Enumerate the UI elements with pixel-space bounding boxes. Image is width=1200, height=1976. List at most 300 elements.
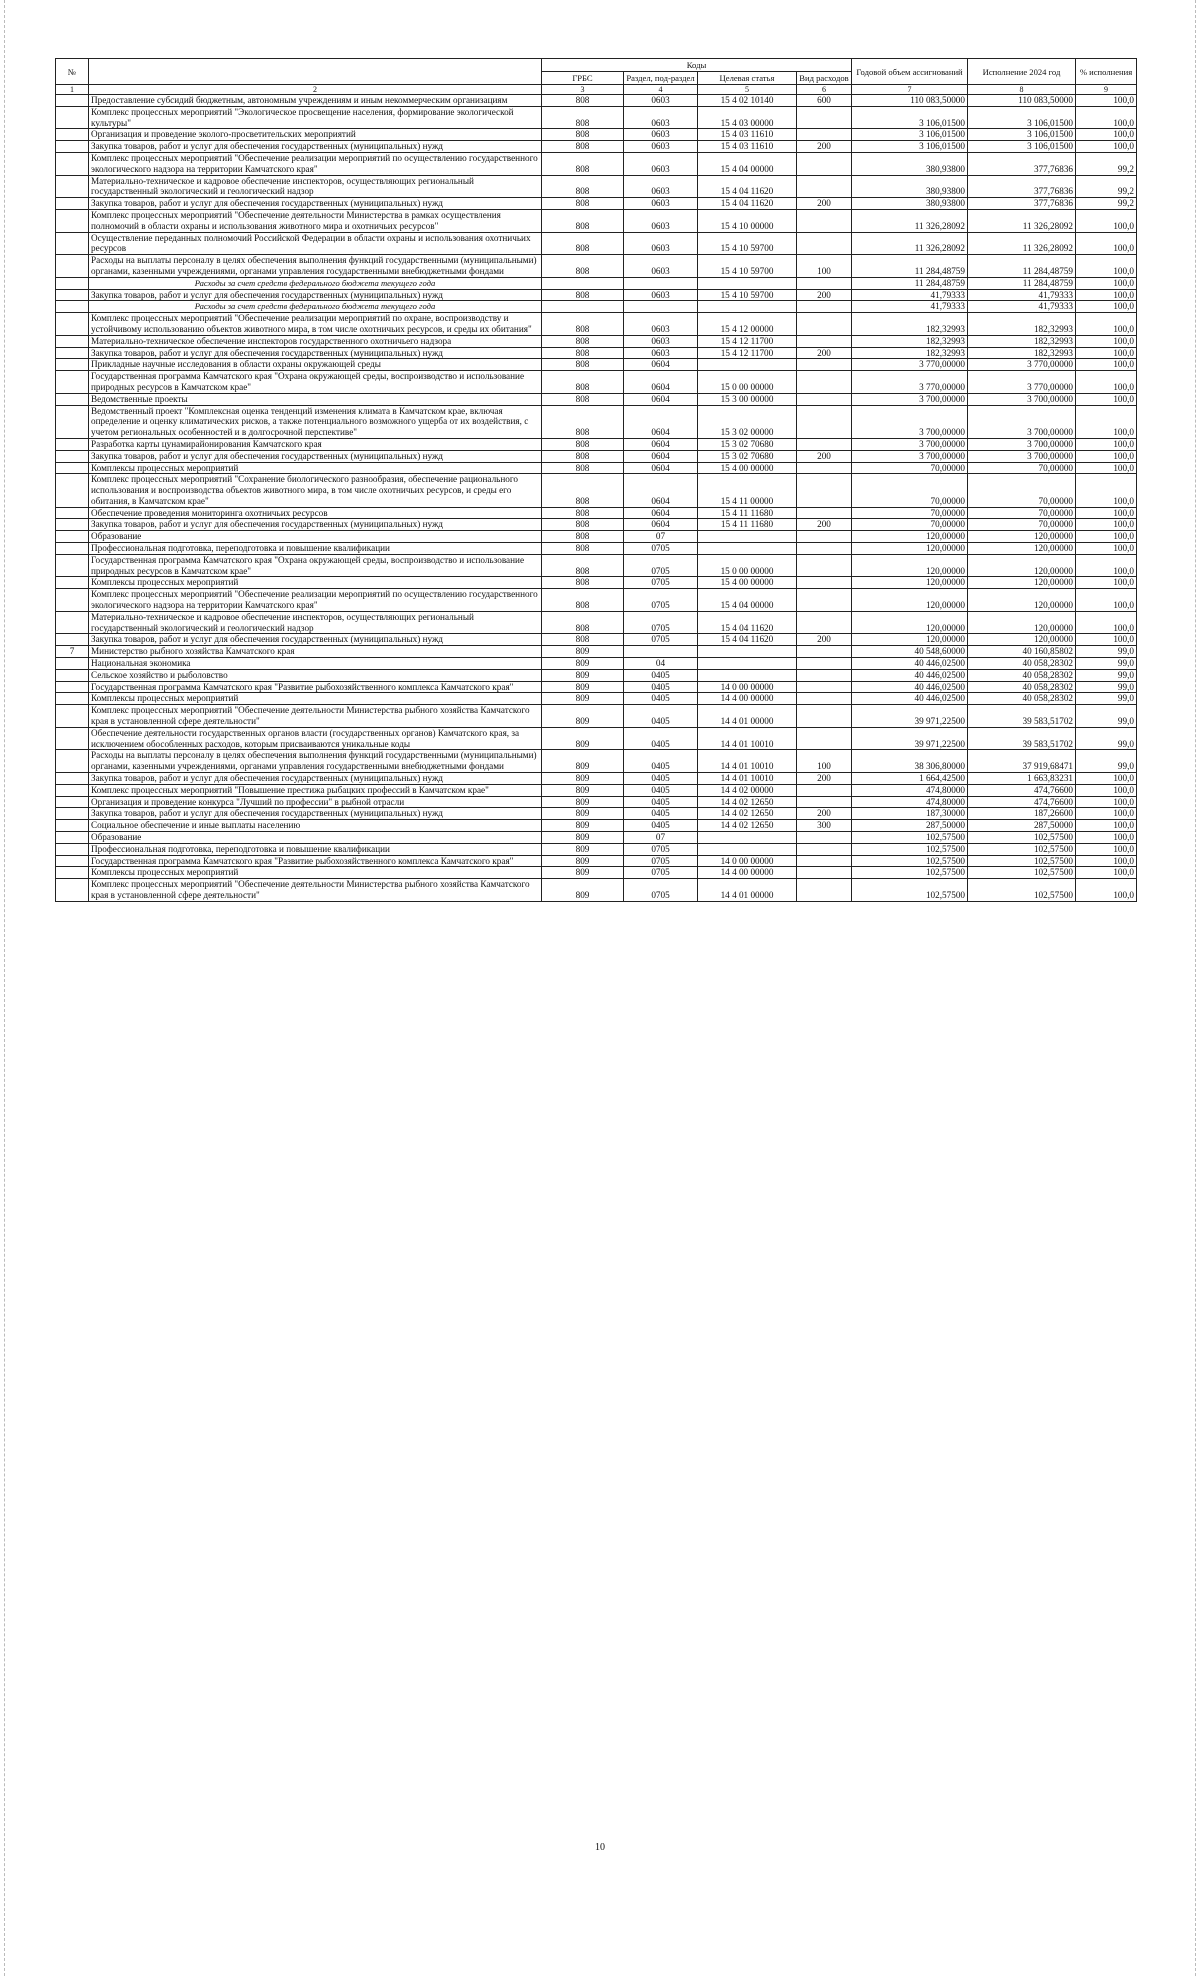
cell-csr: [698, 277, 797, 289]
cell-name: Комплексы процессных мероприятий: [89, 693, 542, 705]
cell-no: [56, 589, 89, 612]
cell-vr: [797, 152, 852, 175]
cell-no: [56, 808, 89, 820]
cell-pct: 99,0: [1076, 658, 1137, 670]
cell-name: Образование: [89, 832, 542, 844]
cell-fact: 3 700,00000: [968, 405, 1076, 438]
cell-plan: 102,57500: [852, 867, 968, 879]
cell-grbs: 809: [542, 784, 624, 796]
cell-razdel: 0604: [624, 438, 698, 450]
cell-csr: 15 3 00 00000: [698, 393, 797, 405]
cell-pct: 100,0: [1076, 438, 1137, 450]
cell-fact: 120,00000: [968, 554, 1076, 577]
cell-name: Закупка товаров, работ и услуг для обеспечения государственных (муниципальных) нужд: [89, 519, 542, 531]
cell-plan: 70,00000: [852, 519, 968, 531]
cell-name: Закупка товаров, работ и услуг для обеспечения государственных (муниципальных) нужд: [89, 141, 542, 153]
table-row: [56, 335, 1137, 347]
cell-pct: 100,0: [1076, 347, 1137, 359]
table-row: [56, 474, 1137, 507]
cell-csr: 15 4 03 11610: [698, 141, 797, 153]
cell-pct: 100,0: [1076, 371, 1137, 394]
cell-fact: 3 106,01500: [968, 106, 1076, 129]
cell-razdel: 0604: [624, 519, 698, 531]
cell-no: [56, 611, 89, 634]
cell-fact: 120,00000: [968, 634, 1076, 646]
cell-razdel: 0705: [624, 554, 698, 577]
header-grbs: ГРБС: [542, 72, 624, 85]
table-row: [56, 519, 1137, 531]
cell-fact: 11 284,48759: [968, 277, 1076, 289]
cell-vr: 600: [797, 95, 852, 107]
cell-no: [56, 531, 89, 543]
cell-grbs: 808: [542, 405, 624, 438]
cell-no: [56, 232, 89, 255]
cell-razdel: 0705: [624, 543, 698, 555]
cell-csr: 15 4 12 11700: [698, 335, 797, 347]
cell-fact: 120,00000: [968, 577, 1076, 589]
cell-plan: 3 106,01500: [852, 141, 968, 153]
cell-name: Закупка товаров, работ и услуг для обеспечения государственных (муниципальных) нужд: [89, 198, 542, 210]
cell-no: [56, 141, 89, 153]
cell-pct: 99,0: [1076, 646, 1137, 658]
cell-no: [56, 301, 89, 313]
cell-no: [56, 543, 89, 555]
cell-vr: 200: [797, 347, 852, 359]
table-row: [56, 359, 1137, 371]
cell-name: Организация и проведение конкурса "Лучший по профессии" в рыбной отрасли: [89, 796, 542, 808]
cell-no: [56, 198, 89, 210]
cell-plan: 474,80000: [852, 796, 968, 808]
cell-vr: [797, 462, 852, 474]
cell-razdel: 0405: [624, 681, 698, 693]
cell-fact: 40 058,28302: [968, 693, 1076, 705]
cell-pct: 100,0: [1076, 554, 1137, 577]
cell-no: [56, 129, 89, 141]
cell-name: Материально-техническое и кадровое обеспечение инспекторов, осуществляющих региональный государственный экологический и геологический надзор: [89, 611, 542, 634]
cell-pct: 100,0: [1076, 129, 1137, 141]
table-row: [56, 438, 1137, 450]
cell-grbs: 809: [542, 820, 624, 832]
cell-csr: 14 0 00 00000: [698, 855, 797, 867]
table-row: [56, 634, 1137, 646]
cell-name: Закупка товаров, работ и услуг для обеспечения государственных (муниципальных) нужд: [89, 347, 542, 359]
cell-pct: 100,0: [1076, 879, 1137, 902]
cell-name: Прикладные научные исследования в области охраны окружающей среды: [89, 359, 542, 371]
cell-grbs: 809: [542, 832, 624, 844]
table-row: [56, 577, 1137, 589]
header-plan: Годовой объем ассигнований: [852, 59, 968, 85]
cell-fact: 102,57500: [968, 855, 1076, 867]
cell-grbs: 808: [542, 462, 624, 474]
cell-fact: 3 700,00000: [968, 450, 1076, 462]
cell-vr: 100: [797, 750, 852, 773]
cell-no: [56, 519, 89, 531]
cell-csr: 15 4 11 11680: [698, 519, 797, 531]
cell-grbs: 809: [542, 750, 624, 773]
cell-csr: 15 4 04 11620: [698, 634, 797, 646]
cell-fact: 41,79333: [968, 301, 1076, 313]
cell-vr: 100: [797, 255, 852, 278]
cell-grbs: 808: [542, 141, 624, 153]
cell-razdel: [624, 301, 698, 313]
cell-csr: 15 4 04 11620: [698, 198, 797, 210]
cell-pct: 100,0: [1076, 232, 1137, 255]
cell-plan: 39 971,22500: [852, 705, 968, 728]
cell-grbs: 808: [542, 589, 624, 612]
cell-grbs: 808: [542, 371, 624, 394]
cell-no: [56, 450, 89, 462]
cell-fact: 39 583,51702: [968, 705, 1076, 728]
cell-grbs: [542, 301, 624, 313]
cell-pct: 100,0: [1076, 301, 1137, 313]
cell-pct: 100,0: [1076, 462, 1137, 474]
cell-pct: 99,0: [1076, 681, 1137, 693]
cell-fact: 40 160,85802: [968, 646, 1076, 658]
cell-grbs: 809: [542, 773, 624, 785]
cell-plan: 102,57500: [852, 832, 968, 844]
cell-no: [56, 784, 89, 796]
cell-plan: 380,93800: [852, 152, 968, 175]
cell-no: [56, 507, 89, 519]
cell-csr: 15 4 04 00000: [698, 152, 797, 175]
cell-no: [56, 669, 89, 681]
cell-csr: [698, 531, 797, 543]
cell-grbs: 808: [542, 359, 624, 371]
cell-razdel: 0603: [624, 347, 698, 359]
cell-razdel: 07: [624, 531, 698, 543]
cell-plan: 474,80000: [852, 784, 968, 796]
table-row: [56, 658, 1137, 670]
cell-pct: 100,0: [1076, 832, 1137, 844]
cell-fact: 187,26600: [968, 808, 1076, 820]
cell-no: [56, 209, 89, 232]
cell-razdel: 0405: [624, 820, 698, 832]
cell-razdel: 0705: [624, 589, 698, 612]
cell-name: Закупка товаров, работ и услуг для обеспечения государственных (муниципальных) нужд: [89, 289, 542, 301]
cell-grbs: 809: [542, 705, 624, 728]
cell-plan: 39 971,22500: [852, 727, 968, 750]
table-row: [56, 784, 1137, 796]
cell-no: [56, 335, 89, 347]
table-row: [56, 693, 1137, 705]
cell-pct: 100,0: [1076, 867, 1137, 879]
cell-razdel: 07: [624, 832, 698, 844]
cell-name: Расходы на выплаты персоналу в целях обеспечения выполнения функций государственными (муниципальными) органами, казенными учреждениями, органами управления государственными внебюджетными фондами: [89, 750, 542, 773]
cell-pct: 100,0: [1076, 106, 1137, 129]
cell-vr: [797, 577, 852, 589]
cell-fact: 3 106,01500: [968, 129, 1076, 141]
cell-pct: 100,0: [1076, 634, 1137, 646]
cell-vr: [797, 405, 852, 438]
cell-pct: 100,0: [1076, 474, 1137, 507]
header-no: №: [56, 59, 89, 85]
cell-grbs: 808: [542, 313, 624, 336]
table-row: [56, 175, 1137, 198]
cell-no: [56, 462, 89, 474]
cell-no: [56, 796, 89, 808]
cell-no: [56, 554, 89, 577]
cell-plan: 38 306,80000: [852, 750, 968, 773]
cell-no: [56, 681, 89, 693]
table-row: [56, 879, 1137, 902]
cell-fact: 182,32993: [968, 347, 1076, 359]
cell-razdel: 0604: [624, 474, 698, 507]
cell-csr: [698, 301, 797, 313]
cell-pct: 100,0: [1076, 543, 1137, 555]
cell-name: Комплекс процессных мероприятий "Сохранение биологического разнообразия, обеспечение рационального использования и воспроизводства объектов животного мира, в том числе охотничьих ресурсов, и среды его обитания, в Камчатском крае": [89, 474, 542, 507]
table-row: [56, 669, 1137, 681]
cell-razdel: 0603: [624, 129, 698, 141]
cell-name: Комплексы процессных мероприятий: [89, 462, 542, 474]
cell-name: Закупка товаров, работ и услуг для обеспечения государственных (муниципальных) нужд: [89, 634, 542, 646]
cell-fact: 120,00000: [968, 589, 1076, 612]
colnum: 3: [542, 85, 624, 95]
cell-vr: 200: [797, 808, 852, 820]
cell-csr: 15 4 03 00000: [698, 106, 797, 129]
cell-plan: 70,00000: [852, 507, 968, 519]
cell-fact: 102,57500: [968, 832, 1076, 844]
cell-plan: 40 548,60000: [852, 646, 968, 658]
cell-plan: 41,79333: [852, 301, 968, 313]
cell-plan: 3 106,01500: [852, 106, 968, 129]
cell-fact: 11 326,28092: [968, 209, 1076, 232]
header-pct: % исполнения: [1076, 59, 1137, 85]
cell-grbs: 809: [542, 693, 624, 705]
cell-plan: 11 284,48759: [852, 277, 968, 289]
cell-no: [56, 393, 89, 405]
cell-csr: 14 4 00 00000: [698, 867, 797, 879]
cell-plan: 11 284,48759: [852, 255, 968, 278]
cell-fact: 40 058,28302: [968, 669, 1076, 681]
cell-fact: 37 919,68471: [968, 750, 1076, 773]
cell-csr: 14 4 02 12650: [698, 796, 797, 808]
cell-fact: 182,32993: [968, 313, 1076, 336]
table-row: [56, 209, 1137, 232]
header-vr: Вид расходов: [797, 72, 852, 85]
cell-name: Комплекс процессных мероприятий "Экологическое просвещение населения, формирование экологической культуры": [89, 106, 542, 129]
cell-no: [56, 175, 89, 198]
cell-no: [56, 106, 89, 129]
cell-pct: 100,0: [1076, 820, 1137, 832]
cell-vr: 200: [797, 450, 852, 462]
cell-no: [56, 693, 89, 705]
cell-csr: 14 4 01 00000: [698, 705, 797, 728]
cell-fact: 3 770,00000: [968, 359, 1076, 371]
cell-vr: [797, 681, 852, 693]
cell-pct: 100,0: [1076, 313, 1137, 336]
cell-pct: 99,0: [1076, 750, 1137, 773]
cell-plan: 120,00000: [852, 634, 968, 646]
table-row: [56, 277, 1137, 289]
cell-name: Комплекс процессных мероприятий "Обеспечение деятельности Министерства в рамках осуществления полномочий в области охраны и использования животного мира и охотничьих ресурсов": [89, 209, 542, 232]
cell-vr: [797, 589, 852, 612]
header-fact: Исполнение 2024 год: [968, 59, 1076, 85]
cell-pct: 100,0: [1076, 796, 1137, 808]
table-row: [56, 796, 1137, 808]
cell-fact: 40 058,28302: [968, 681, 1076, 693]
cell-razdel: 0604: [624, 393, 698, 405]
cell-plan: 11 326,28092: [852, 232, 968, 255]
cell-vr: [797, 727, 852, 750]
cell-vr: [797, 658, 852, 670]
table-row: [56, 855, 1137, 867]
cell-pct: 99,0: [1076, 727, 1137, 750]
cell-razdel: 0604: [624, 359, 698, 371]
cell-name: Закупка товаров, работ и услуг для обеспечения государственных (муниципальных) нужд: [89, 808, 542, 820]
cell-csr: 15 4 10 59700: [698, 255, 797, 278]
cell-grbs: 809: [542, 867, 624, 879]
cell-no: [56, 313, 89, 336]
cell-plan: 120,00000: [852, 611, 968, 634]
cell-grbs: 809: [542, 879, 624, 902]
cell-plan: 70,00000: [852, 462, 968, 474]
left-margin-line: [4, 0, 5, 1976]
table-row: [56, 371, 1137, 394]
cell-name: Социальное обеспечение и иные выплаты населению: [89, 820, 542, 832]
right-margin-line: [1195, 0, 1196, 1976]
cell-name: Материально-техническое обеспечение инспекторов государственного охотничьего надзора: [89, 335, 542, 347]
cell-razdel: 0405: [624, 784, 698, 796]
cell-vr: [797, 554, 852, 577]
cell-name: Осуществление переданных полномочий Российской Федерации в области охраны и использования охотничьих ресурсов: [89, 232, 542, 255]
cell-fact: 11 284,48759: [968, 255, 1076, 278]
cell-vr: [797, 507, 852, 519]
page-number: 10: [595, 1842, 605, 1853]
cell-vr: 200: [797, 634, 852, 646]
colnum: 2: [89, 85, 542, 95]
cell-fact: 120,00000: [968, 611, 1076, 634]
cell-vr: [797, 531, 852, 543]
cell-plan: 187,30000: [852, 808, 968, 820]
cell-grbs: 808: [542, 577, 624, 589]
cell-razdel: 0405: [624, 808, 698, 820]
table-row: [56, 450, 1137, 462]
cell-csr: 14 4 01 10010: [698, 750, 797, 773]
header-name-empty: [89, 59, 542, 85]
cell-csr: 15 4 10 59700: [698, 232, 797, 255]
cell-name: Комплекс процессных мероприятий "Обеспечение реализации мероприятий по охране, воспроизводству и устойчивому использованию объектов животного мира, в том числе охотничьих ресурсов, и среды их обитания": [89, 313, 542, 336]
header-row-1: [56, 59, 1137, 72]
cell-pct: 99,0: [1076, 669, 1137, 681]
cell-name: Комплекс процессных мероприятий "Обеспечение деятельности Министерства рыбного хозяйства Камчатского края в установленной сфере деятельности": [89, 705, 542, 728]
cell-pct: 100,0: [1076, 611, 1137, 634]
cell-name: Государственная программа Камчатского края "Охрана окружающей среды, воспроизводство и использование природных ресурсов в Камчатском крае": [89, 554, 542, 577]
cell-vr: [797, 705, 852, 728]
cell-vr: [797, 175, 852, 198]
cell-name: Расходы на выплаты персоналу в целях обеспечения выполнения функций государственными (муниципальными) органами, казенными учреждениями, органами управления государственными внебюджетными фондами: [89, 255, 542, 278]
cell-no: [56, 773, 89, 785]
cell-grbs: 808: [542, 474, 624, 507]
cell-grbs: 808: [542, 255, 624, 278]
cell-vr: 300: [797, 820, 852, 832]
cell-razdel: 0603: [624, 152, 698, 175]
cell-plan: 120,00000: [852, 543, 968, 555]
colnum: 5: [698, 85, 797, 95]
cell-name: Комплексы процессных мероприятий: [89, 867, 542, 879]
cell-name: Комплекс процессных мероприятий "Обеспечение деятельности Министерства рыбного хозяйства Камчатского края в установленной сфере деятельности": [89, 879, 542, 902]
cell-name: Ведомственные проекты: [89, 393, 542, 405]
cell-vr: [797, 669, 852, 681]
cell-plan: 40 446,02500: [852, 693, 968, 705]
cell-no: [56, 359, 89, 371]
table-row: [56, 232, 1137, 255]
cell-vr: [797, 209, 852, 232]
cell-name: Комплексы процессных мероприятий: [89, 577, 542, 589]
column-numbers-row: [56, 85, 1137, 95]
cell-pct: 100,0: [1076, 335, 1137, 347]
cell-vr: [797, 796, 852, 808]
cell-no: [56, 577, 89, 589]
cell-fact: 182,32993: [968, 335, 1076, 347]
cell-razdel: 0705: [624, 879, 698, 902]
cell-fact: 377,76836: [968, 175, 1076, 198]
cell-grbs: 809: [542, 681, 624, 693]
cell-fact: 3 106,01500: [968, 141, 1076, 153]
cell-razdel: 0705: [624, 855, 698, 867]
table-row: [56, 152, 1137, 175]
cell-no: [56, 289, 89, 301]
cell-fact: 120,00000: [968, 543, 1076, 555]
cell-vr: [797, 232, 852, 255]
cell-no: [56, 634, 89, 646]
cell-razdel: 0604: [624, 462, 698, 474]
cell-razdel: 0604: [624, 507, 698, 519]
cell-razdel: 0603: [624, 95, 698, 107]
table-row: [56, 313, 1137, 336]
cell-plan: 3 700,00000: [852, 393, 968, 405]
cell-plan: 182,32993: [852, 335, 968, 347]
cell-pct: 100,0: [1076, 95, 1137, 107]
cell-pct: 100,0: [1076, 589, 1137, 612]
cell-grbs: 808: [542, 634, 624, 646]
table-row: [56, 301, 1137, 313]
cell-razdel: 04: [624, 658, 698, 670]
header-csr: Целевая статья: [698, 72, 797, 85]
cell-name: Расходы за счет средств федерального бюджета текущего года: [89, 277, 542, 289]
cell-no: [56, 474, 89, 507]
cell-fact: 120,00000: [968, 531, 1076, 543]
cell-grbs: 808: [542, 393, 624, 405]
cell-pct: 99,0: [1076, 693, 1137, 705]
cell-grbs: 808: [542, 507, 624, 519]
cell-name: Комплекс процессных мероприятий "Обеспечение реализации мероприятий по осуществлению государственного экологического надзора на территории Камчатского края": [89, 589, 542, 612]
cell-csr: 15 3 02 00000: [698, 405, 797, 438]
cell-csr: 15 4 11 00000: [698, 474, 797, 507]
cell-razdel: 0405: [624, 796, 698, 808]
cell-fact: 3 700,00000: [968, 438, 1076, 450]
cell-name: Комплекс процессных мероприятий "Повышение престижа рыбацких профессий в Камчатском крае": [89, 784, 542, 796]
cell-razdel: 0603: [624, 313, 698, 336]
cell-grbs: 808: [542, 129, 624, 141]
cell-grbs: 808: [542, 519, 624, 531]
cell-csr: 14 4 02 12650: [698, 820, 797, 832]
cell-razdel: 0604: [624, 405, 698, 438]
cell-pct: 99,2: [1076, 198, 1137, 210]
cell-razdel: 0405: [624, 669, 698, 681]
cell-name: Расходы за счет средств федерального бюджета текущего года: [89, 301, 542, 313]
cell-name: Профессиональная подготовка, переподготовка и повышение квалификации: [89, 543, 542, 555]
cell-pct: 100,0: [1076, 209, 1137, 232]
cell-plan: 3 700,00000: [852, 405, 968, 438]
budget-table: [55, 58, 1137, 902]
cell-pct: 100,0: [1076, 277, 1137, 289]
cell-name: Организация и проведение эколого-просветительских мероприятий: [89, 129, 542, 141]
table-row: [56, 832, 1137, 844]
cell-vr: [797, 313, 852, 336]
cell-pct: 100,0: [1076, 577, 1137, 589]
cell-no: [56, 879, 89, 902]
cell-fact: 474,76600: [968, 796, 1076, 808]
